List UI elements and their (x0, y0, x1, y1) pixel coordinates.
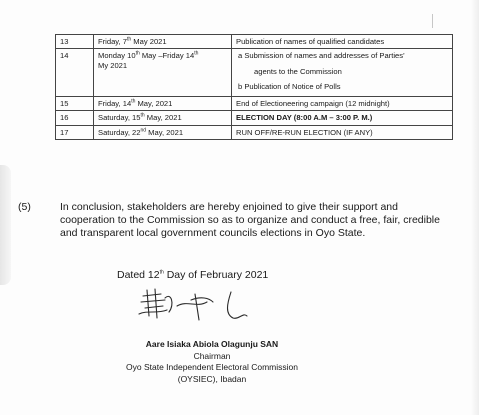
table-row (56, 35, 453, 49)
row-date: Monday 10th May –Friday 14th My 2021 (94, 49, 232, 96)
row-number: 15 (56, 96, 94, 110)
row-activity: Publication of names of qualified candidates (232, 35, 453, 49)
row-activity: End of Electioneering campaign (12 midnight) (232, 96, 453, 110)
table-row (56, 125, 453, 139)
signatory-location: (OYSIEC), Ibadan (177, 374, 247, 384)
row-date: Friday, 14th May, 2021 (94, 96, 232, 110)
row-activity: ELECTION DAY (8:00 A.M – 3:00 P. M.) (232, 111, 453, 125)
row-number: 13 (56, 35, 94, 49)
handwritten-signature (135, 286, 275, 328)
table-row (56, 111, 453, 125)
table-row (56, 96, 453, 110)
date-line: Dated 12th Day of February 2021 (117, 269, 269, 281)
row-date: Saturday, 15th May, 2021 (94, 111, 232, 125)
table-row (56, 49, 453, 96)
election-timetable (55, 34, 453, 140)
paragraph-number: (5) (18, 201, 31, 213)
row-date: Saturday, 22nd May, 2021 (94, 125, 232, 139)
row-date: Friday, 7th May 2021 (94, 35, 232, 49)
row-activity: RUN OFF/RE-RUN ELECTION (IF ANY) (232, 125, 453, 139)
left-page-edge (0, 165, 11, 285)
conclusion-paragraph: In conclusion, stakeholders are hereby enjoined to give their support and cooperation to the Commission so as to organize and conduct a free, fair, credible and transparent local government councils elections in Oyo State. (60, 201, 440, 239)
right-page-edge (471, 0, 479, 415)
row-number: 17 (56, 125, 94, 139)
signatory-name: Aare Isiaka Abiola Olagunju SAN (145, 339, 279, 349)
row-number: 16 (56, 111, 94, 125)
signatory-title: Chairman (193, 351, 231, 361)
corner-mark (432, 14, 433, 28)
row-activity: a Submission of names and addresses of Parties’ agents to the Commission b Publication of Notice of Polls (232, 49, 453, 96)
signatory-organization: Oyo State Independent Electoral Commission (126, 362, 298, 372)
row-number: 14 (56, 49, 94, 96)
